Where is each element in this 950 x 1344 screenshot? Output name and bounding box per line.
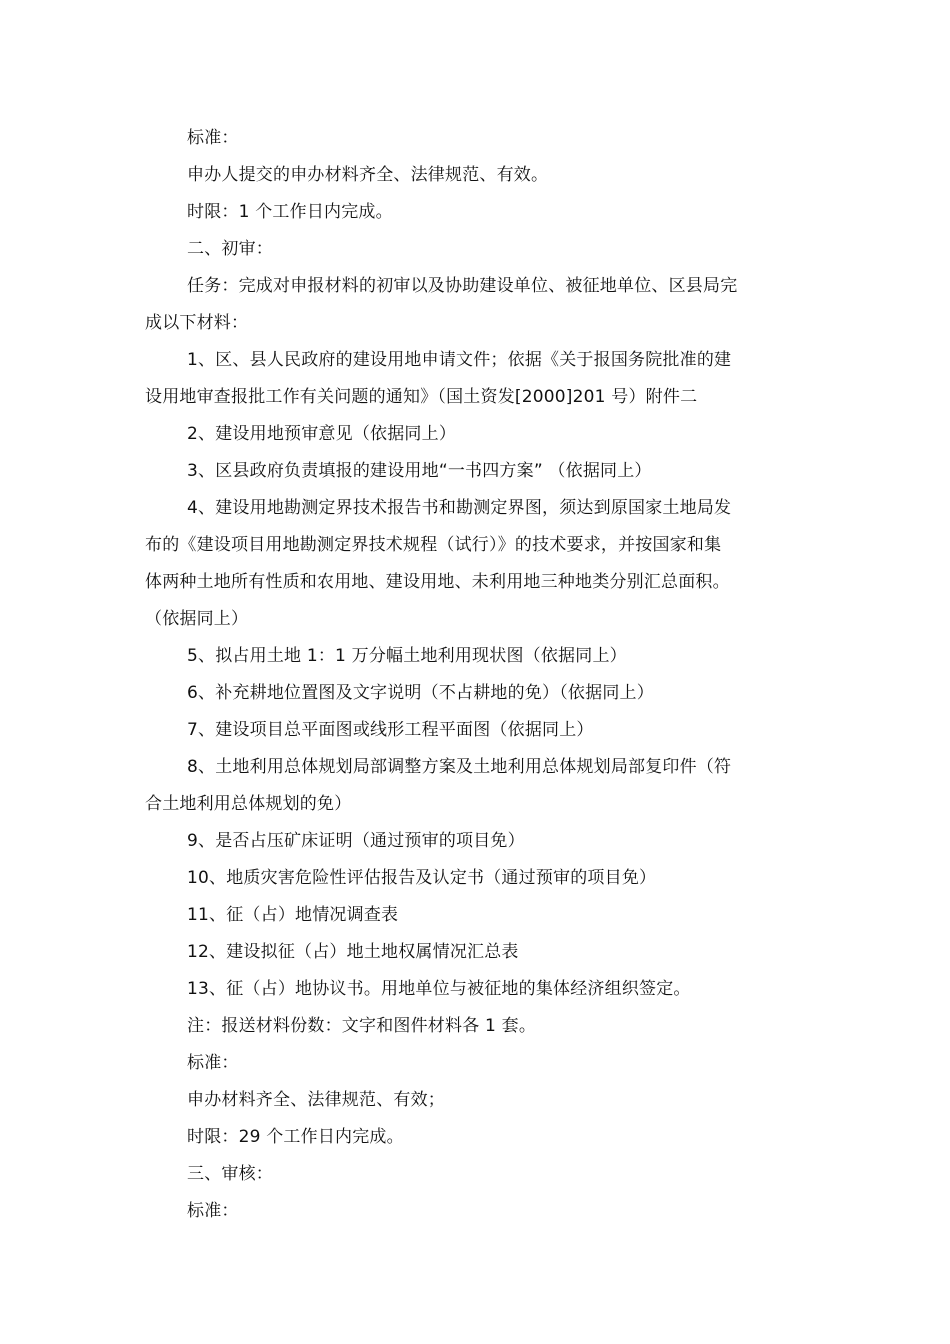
- list-item: 8、土地利用总体规划局部调整方案及土地利用总体规划局部复印件（符: [187, 757, 732, 777]
- paragraph: 任务：完成对申报材料的初审以及协助建设单位、被征地单位、区县局完: [187, 276, 738, 296]
- list-item: 2、建设用地预审意见（依据同上）: [187, 424, 457, 444]
- list-item-continuation: 合土地利用总体规划的免）: [145, 794, 352, 814]
- paragraph: 标准：: [187, 1201, 239, 1221]
- list-item: 10、地质灾害危险性评估报告及认定书（通过预审的项目免）: [187, 868, 657, 888]
- list-item-continuation: （依据同上）: [145, 609, 249, 629]
- list-item: 3、区县政府负责填报的建设用地“一书四方案” （依据同上）: [187, 461, 652, 481]
- list-item: 11、征（占）地情况调查表: [187, 905, 399, 925]
- paragraph: 标准：: [187, 128, 239, 148]
- paragraph: 时限：29 个工作日内完成。: [187, 1127, 404, 1147]
- list-item: 1、区、县人民政府的建设用地申请文件；依据《关于报国务院批准的建: [187, 350, 732, 370]
- list-item-continuation: 设用地审查报批工作有关问题的通知》（国土资发[2000]201 号）附件二: [145, 387, 698, 407]
- list-item-continuation: 布的《建设项目用地勘测定界技术规程（试行）》的技术要求，并按国家和集: [145, 535, 722, 555]
- list-item: 13、征（占）地协议书。用地单位与被征地的集体经济组织签定。: [187, 979, 691, 999]
- paragraph-continuation: 成以下材料：: [145, 313, 249, 333]
- note: 注：报送材料份数：文字和图件材料各 1 套。: [187, 1016, 537, 1036]
- paragraph: 时限：1 个工作日内完成。: [187, 202, 393, 222]
- list-item: 6、补充耕地位置图及文字说明（不占耕地的免）（依据同上）: [187, 683, 654, 703]
- list-item: 12、建设拟征（占）地土地权属情况汇总表: [187, 942, 519, 962]
- section-heading: 三、审核：: [187, 1164, 273, 1184]
- list-item: 9、是否占压矿床证明（通过预审的项目免）: [187, 831, 525, 851]
- list-item: 7、建设项目总平面图或线形工程平面图（依据同上）: [187, 720, 594, 740]
- paragraph: 申办材料齐全、法律规范、有效；: [187, 1090, 445, 1110]
- section-heading: 二、初审：: [187, 239, 273, 259]
- list-item: 5、拟占用土地 1：1 万分幅土地利用现状图（依据同上）: [187, 646, 627, 666]
- list-item-continuation: 体两种土地所有性质和农用地、建设用地、未利用地三种地类分别汇总面积。: [145, 572, 730, 592]
- list-item: 4、建设用地勘测定界技术报告书和勘测定界图，须达到原国家土地局发: [187, 498, 732, 518]
- paragraph: 标准：: [187, 1053, 239, 1073]
- document-body: [145, 120, 810, 1230]
- paragraph: 申办人提交的申办材料齐全、法律规范、有效。: [187, 165, 549, 185]
